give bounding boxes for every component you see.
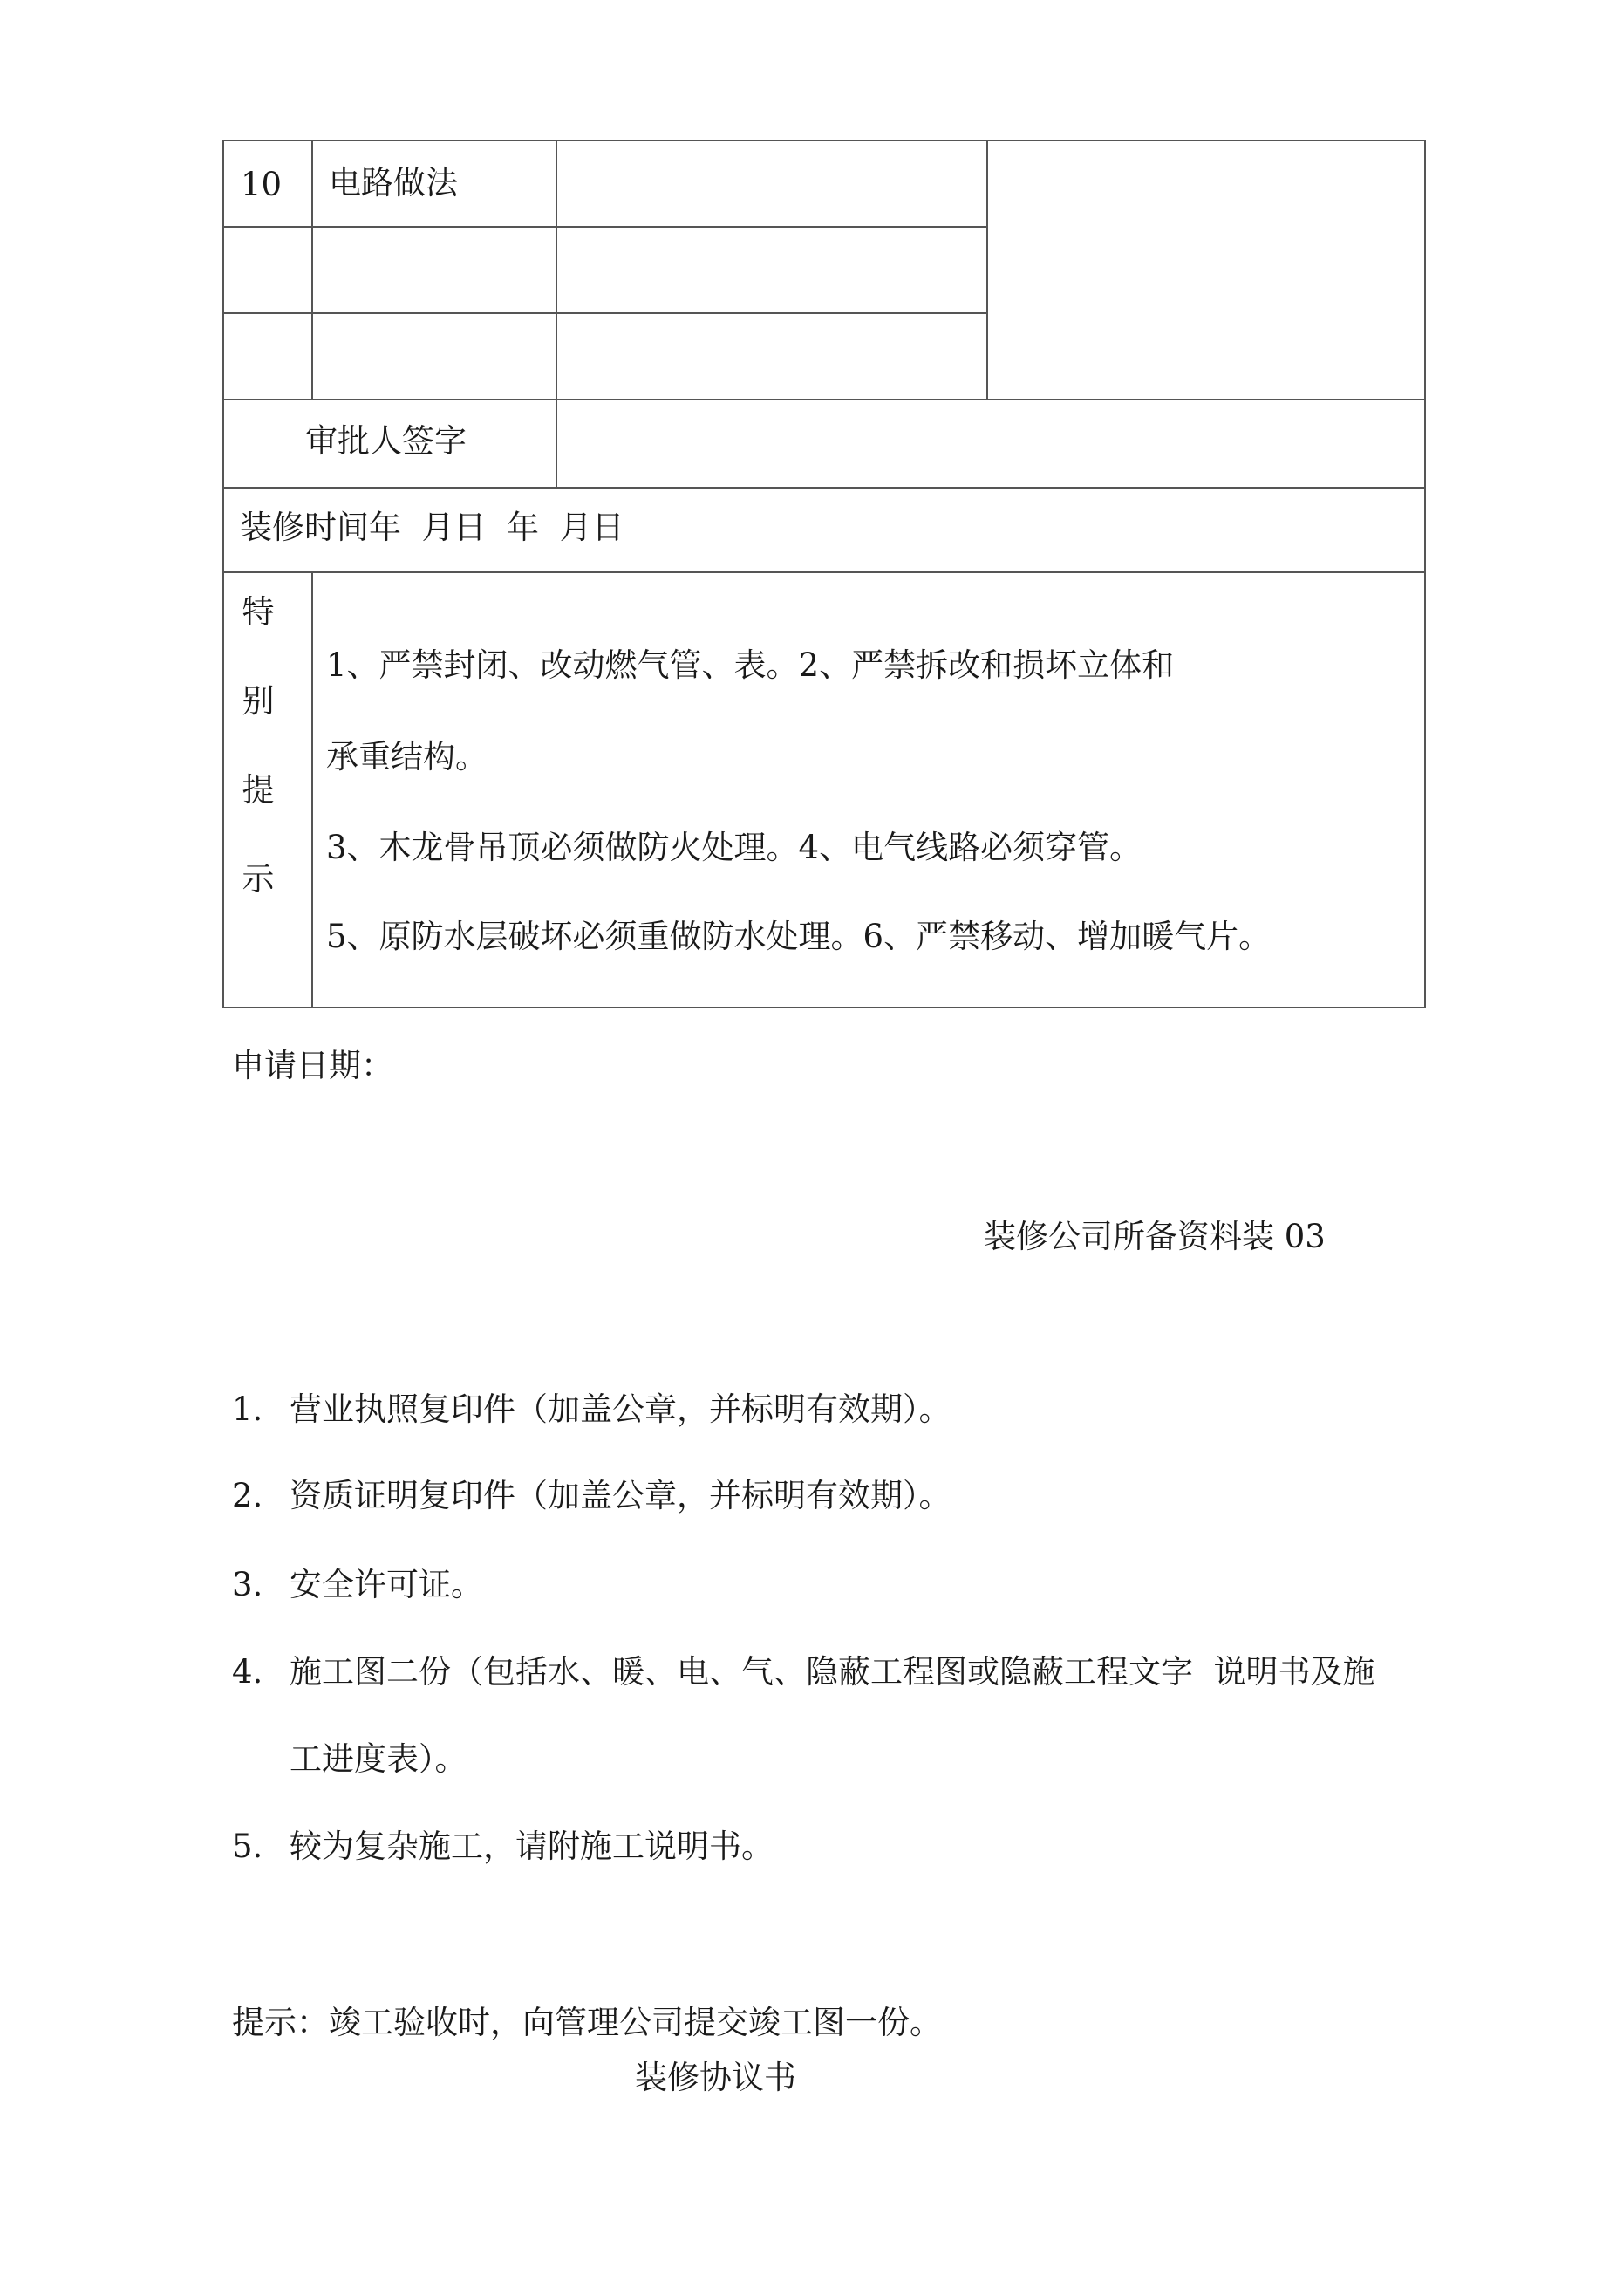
special-tip-line: 3、木龙骨吊顶必须做防火处理。4、电气线路必须穿管。 [326, 829, 1142, 866]
special-tips-char-1: 特 [242, 593, 275, 631]
list-item [232, 1653, 1375, 1691]
list-item-number: 4. [232, 1653, 263, 1691]
special-tip-line: 1、严禁封闭、改动燃气管、表。2、严禁拆改和损坏立体和 [326, 646, 1175, 684]
list-item-text: 安全许可证。 [290, 1566, 483, 1603]
list-item-number: 1. [232, 1391, 263, 1428]
renovation-time-label: 装修时间年 月日 年 月日 [240, 509, 624, 546]
list-item [232, 1477, 951, 1515]
special-tip-line: 承重结构。 [326, 738, 488, 776]
completion-tip: 提示：竣工验收时，向管理公司提交竣工图一份。 [232, 2004, 942, 2041]
special-tips-char-3: 提 [242, 771, 275, 809]
list-item-number: 5. [232, 1828, 263, 1865]
list-item [232, 1566, 483, 1604]
list-item-text: 施工图二份（包括水、暖、电、气、隐蔽工程图或隐蔽工程文字 说明书及施 [290, 1653, 1375, 1691]
list-item-continuation: 工进度表）。 [290, 1740, 467, 1778]
approver-signature-label: 审批人签字 [305, 422, 467, 460]
list-item [232, 1391, 951, 1429]
section-title: 装修公司所备资料装 03 [984, 1218, 1326, 1255]
special-tips-char-4: 示 [242, 860, 275, 898]
row-number: 10 [241, 166, 283, 203]
special-tips-char-2: 别 [242, 682, 275, 720]
list-item-text: 较为复杂施工，请附施工说明书。 [290, 1828, 774, 1865]
list-item-number: 2. [232, 1477, 263, 1514]
list-item-number: 3. [232, 1566, 263, 1603]
list-item-text: 营业执照复印件（加盖公章，并标明有效期）。 [290, 1391, 951, 1428]
apply-date-label: 申请日期： [232, 1047, 393, 1084]
list-item [232, 1828, 774, 1866]
special-tip-line: 5、原防水层破坏必须重做防水处理。6、严禁移动、增加暖气片。 [326, 918, 1272, 955]
next-document-title: 装修协议书 [635, 2059, 796, 2096]
item-label-circuit: 电路做法 [329, 164, 458, 202]
list-item-text: 资质证明复印件（加盖公章，并标明有效期）。 [290, 1477, 951, 1514]
